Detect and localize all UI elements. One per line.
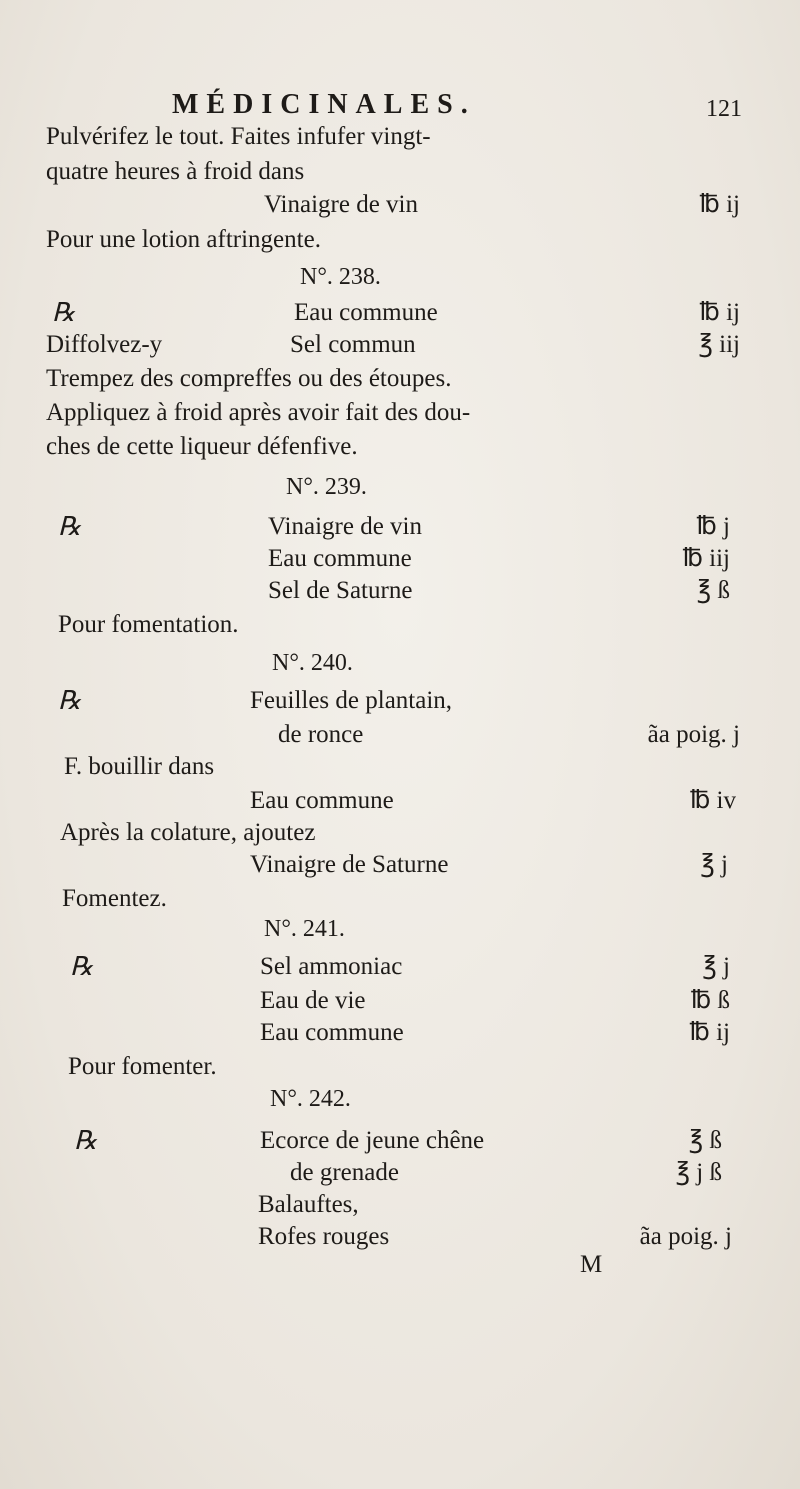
- intro-ingredient-qty: ℔ ij: [699, 191, 740, 218]
- ingredient-name: Eau commune: [260, 1019, 404, 1046]
- instruction-line: F. bouillir dans: [64, 753, 215, 780]
- running-title: MÉDICINALES.: [172, 89, 476, 120]
- signature-mark: M: [580, 1251, 603, 1278]
- ingredient-qty: ℔ j: [696, 513, 730, 540]
- ingredient-name: Balauftes,: [258, 1191, 359, 1218]
- ingredient-name: Sel ammoniac: [260, 953, 403, 980]
- ingredient-name: Sel de Saturne: [268, 577, 413, 604]
- ingredient-name: Ecorce de jeune chêne: [260, 1127, 485, 1154]
- recipe-use: Pour fomentation.: [58, 611, 239, 638]
- ingredient-qty: ℔ ij: [689, 1019, 730, 1046]
- instruction-line: ches de cette liqueur défenfive.: [46, 433, 358, 460]
- ingredient-qty: ℔ ß: [690, 987, 730, 1014]
- recipe-symbol-242: ℞: [74, 1126, 98, 1155]
- ingredient-qty: ℔ iv: [689, 787, 736, 814]
- ingredient-name: Sel commun: [290, 331, 416, 358]
- instruction-line: Trempez des compreffes ou des étoupes.: [46, 365, 452, 392]
- instruction-line: Appliquez à froid après avoir fait des dou-: [46, 399, 471, 426]
- ingredient-qty: ℥ j: [702, 953, 730, 980]
- ingredient-qty: ℥ j: [700, 851, 728, 878]
- ingredient-qty: ℔ iij: [682, 545, 730, 572]
- ingredient-qty: ℥ j ß: [675, 1159, 722, 1186]
- ingredient-name: de grenade: [290, 1159, 399, 1186]
- recipe-use: Fomentez.: [62, 885, 167, 912]
- ingredient-name: Eau de vie: [260, 987, 366, 1014]
- ingredient-qty: ãa poig. j: [647, 721, 740, 748]
- ingredient-name: Eau commune: [250, 787, 394, 814]
- recipe-number-242: N°. 242.: [270, 1086, 351, 1112]
- ingredient-name: Vinaigre de Saturne: [250, 851, 449, 878]
- recipe-symbol-241: ℞: [70, 952, 94, 981]
- page-number: 121: [706, 96, 742, 122]
- recipe-number-240: N°. 240.: [272, 650, 353, 676]
- ingredient-name: de ronce: [278, 721, 364, 748]
- intro-ingredient: Vinaigre de vin: [264, 191, 419, 218]
- recipe-symbol-240: ℞: [58, 686, 82, 715]
- recipe-symbol-239: ℞: [58, 512, 82, 541]
- recipe-number-241: N°. 241.: [264, 916, 345, 942]
- instruction-lead: Diffolvez-y: [46, 331, 163, 358]
- ingredient-qty: ℥ ß: [696, 577, 730, 604]
- recipe-number-238: N°. 238.: [300, 264, 381, 290]
- ingredient-qty: ℥ iij: [698, 331, 740, 358]
- intro-line-1: Pulvérifez le tout. Faites infufer vingt-: [46, 123, 431, 150]
- ingredient-name: Vinaigre de vin: [268, 513, 423, 540]
- ingredient-name: Eau commune: [294, 299, 438, 326]
- recipe-number-239: N°. 239.: [286, 474, 367, 500]
- ingredient-name: Feuilles de plantain,: [250, 687, 453, 714]
- ingredient-qty: ℥ ß: [688, 1127, 722, 1154]
- ingredient-qty: ãa poig. j: [639, 1223, 732, 1250]
- ingredient-name: Eau commune: [268, 545, 412, 572]
- intro-line-2: quatre heures à froid dans: [46, 158, 305, 185]
- intro-use: Pour une lotion aftringente.: [46, 226, 321, 253]
- ingredient-qty: ℔ ij: [699, 299, 740, 326]
- ingredient-name: Rofes rouges: [258, 1223, 390, 1250]
- instruction-line: Après la colature, ajoutez: [60, 819, 316, 846]
- recipe-symbol-238: ℞: [52, 298, 76, 327]
- recipe-use: Pour fomenter.: [68, 1053, 217, 1080]
